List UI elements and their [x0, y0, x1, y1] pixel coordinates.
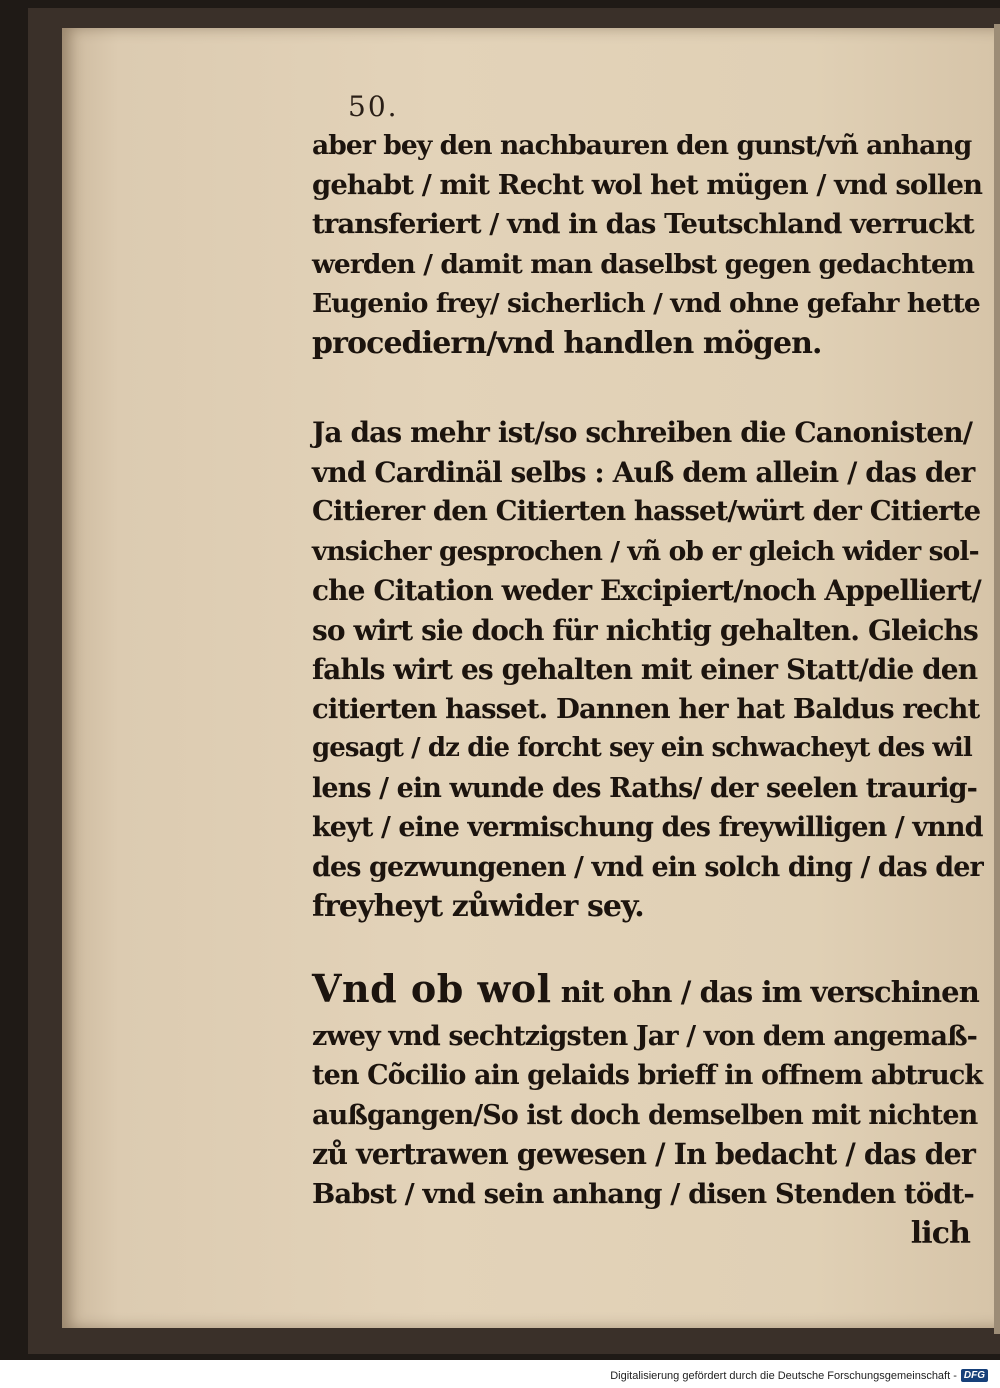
- text-line: citierten hasset. Dannen her hat Baldus recht: [312, 692, 980, 725]
- text-line: vnd Cardinäl selbs : Auß dem allein / das der: [312, 455, 975, 489]
- text-line: aber bey den nachbauren den gunst/vñ anhang: [312, 130, 972, 161]
- text-line: transferiert / vnd in das Teutschland verruckt: [312, 208, 974, 240]
- text-line: keyt / eine vermischung des freywilligen / vnnd: [312, 812, 983, 843]
- text-line: des gezwungenen / vnd ein solch ding / das der: [312, 851, 983, 883]
- text-line: Eugenio frey/ sicherlich / vnd ohne gefahr hette: [312, 288, 980, 319]
- text-line: so wirt sie doch für nichtig gehalten. Gleichs: [312, 613, 978, 647]
- text-line: freyheyt zůwider sey.: [312, 889, 644, 924]
- paragraph-1: [312, 126, 984, 363]
- text-line: zů vertrawen gewesen / In bedacht / das der: [312, 1137, 976, 1171]
- text-line: gehabt / mit Recht wol het mügen / vnd sollen: [312, 168, 983, 201]
- paragraph-gap: [312, 363, 984, 413]
- lead-line-rest: nit ohn / das im verschinen: [551, 974, 979, 1009]
- text-line: außgangen/So ist doch demselben mit nichten: [312, 1099, 978, 1131]
- text-line: vnsicher gesprochen / vñ ob er gleich wider sol-: [312, 535, 979, 567]
- text-line: werden / damit man daselbst gegen gedachtem: [312, 248, 975, 280]
- text-line: fahls wirt es gehalten mit einer Statt/die den: [312, 653, 978, 686]
- text-line: gesagt / dz die forcht sey ein schwacheyt des wil: [312, 733, 972, 763]
- text-line: che Citation weder Excipiert/noch Appelliert/: [312, 574, 981, 607]
- text-line: Citierer den Citierten hasset/würt der Citierte: [312, 495, 981, 527]
- text-block: [312, 126, 984, 1254]
- lead-words: Vnd ob wol: [312, 965, 552, 1011]
- page-number: 50.: [348, 90, 399, 123]
- digitization-footer: [610, 1369, 988, 1382]
- text-line: lens / ein wunde des Raths/ der seelen traurig-: [312, 772, 977, 804]
- text-line: Babst / vnd sein anhang / disen Stenden tödt-: [312, 1177, 974, 1210]
- paragraph-2: [312, 413, 984, 927]
- page-margin-strip: [994, 24, 1000, 1334]
- dfg-logo: DFG: [961, 1369, 988, 1382]
- text-line: Ja das mehr ist/so schreiben die Canonisten/: [312, 416, 973, 449]
- funding-credit: Digitalisierung gefördert durch die Deutsche Forschungsgemeinschaft -: [610, 1369, 957, 1382]
- opening-line: [312, 961, 984, 1017]
- paragraph-gap: [312, 927, 984, 961]
- catchword: lich: [910, 1216, 970, 1251]
- text-line: procediern/vnd handlen mögen.: [312, 325, 822, 361]
- text-line: zwey vnd sechtzigsten Jar / von dem angemaß-: [312, 1020, 977, 1052]
- paragraph-3: [312, 961, 984, 1254]
- text-line: ten Cõcilio ain gelaids brieff in offnem abtruck: [312, 1060, 983, 1091]
